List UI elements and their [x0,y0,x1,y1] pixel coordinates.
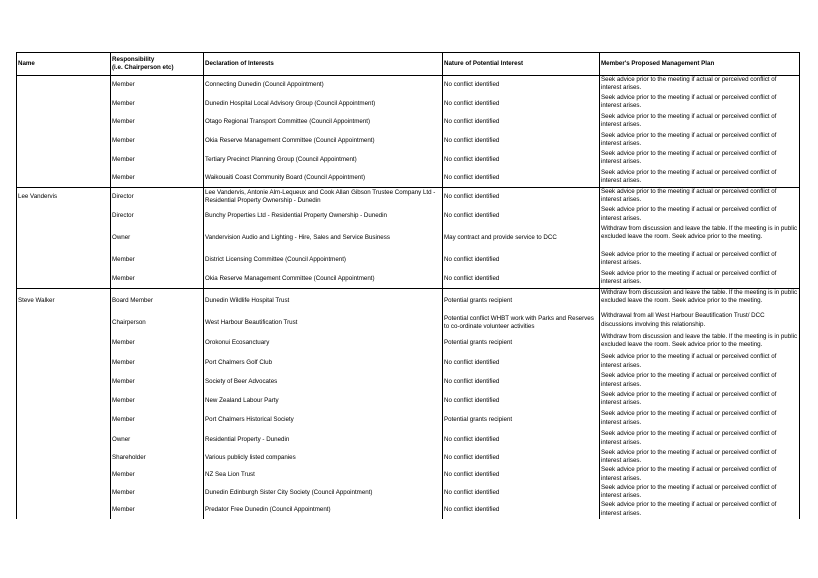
nature-cell: Potential grants recipient [443,333,600,354]
interests-register-table [16,52,800,519]
name-cell [17,150,111,169]
responsibility-cell: Member [111,169,204,188]
table-row [17,372,800,391]
management-plan-cell: Seek advice prior to the meeting if actual or perceived conflict of interest arises. [600,188,800,207]
management-plan-cell: Seek advice prior to the meeting if actual or perceived conflict of interest arises. [600,466,800,484]
declaration-cell: Otago Regional Transport Committee (Council Appointment) [204,113,443,132]
responsibility-cell: Member [111,410,204,430]
table-row [17,113,800,132]
nature-cell: No conflict identified [443,113,600,132]
management-plan-cell: Seek advice prior to the meeting if actual or perceived conflict of interest arises. [600,206,800,225]
nature-cell: No conflict identified [443,132,600,151]
table-row [17,288,800,312]
management-plan-cell: Seek advice prior to the meeting if actual or perceived conflict of interest arises. [600,150,800,169]
declaration-cell: Various publicly listed companies [204,449,443,467]
nature-cell: No conflict identified [443,449,600,467]
name-cell [17,430,111,449]
nature-cell: No conflict identified [443,484,600,502]
responsibility-cell: Member [111,333,204,354]
table-row [17,150,800,169]
header-management-plan: Member's Proposed Management Plan [600,53,800,76]
table-row [17,430,800,449]
declaration-cell: Vandervision Audio and Lighting - Hire, Sales and Service Business [204,225,443,251]
table-row [17,501,800,519]
declaration-cell: New Zealand Labour Party [204,391,443,411]
name-cell [17,333,111,354]
declaration-cell: NZ Sea Lion Trust [204,466,443,484]
name-cell [17,206,111,225]
declaration-cell: Port Chalmers Historical Society [204,410,443,430]
nature-cell: No conflict identified [443,430,600,449]
name-cell [17,449,111,467]
management-plan-cell: Seek advice prior to the meeting if actual or perceived conflict of interest arises. [600,410,800,430]
table-row [17,484,800,502]
table-row [17,333,800,354]
nature-cell: May contract and provide service to DCC [443,225,600,251]
declaration-cell: Okia Reserve Management Committee (Council Appointment) [204,270,443,289]
name-cell [17,225,111,251]
management-plan-cell: Seek advice prior to the meeting if actual or perceived conflict of interest arises. [600,484,800,502]
name-cell [17,76,111,95]
table-row [17,466,800,484]
name-cell [17,372,111,391]
name-cell [17,353,111,372]
name-cell [17,501,111,519]
name-cell [17,94,111,113]
responsibility-cell: Member [111,270,204,289]
responsibility-cell: Director [111,206,204,225]
management-plan-cell: Seek advice prior to the meeting if actual or perceived conflict of interest arises. [600,372,800,391]
management-plan-cell: Withdraw from discussion and leave the table. If the meeting is in public excluded leave the room. Seek advice prior to the meeting. [600,288,800,312]
management-plan-cell: Seek advice prior to the meeting if actual or perceived conflict of interest arises. [600,76,800,95]
header-name: Name [17,53,111,76]
management-plan-cell: Seek advice prior to the meeting if actual or perceived conflict of interest arises. [600,132,800,151]
table-row [17,206,800,225]
table-row [17,251,800,270]
table-body [17,76,800,519]
nature-cell: Potential grants recipient [443,410,600,430]
management-plan-cell: Seek advice prior to the meeting if actual or perceived conflict of interest arises. [600,113,800,132]
responsibility-cell: Member [111,391,204,411]
declaration-cell: Dunedin Wildlife Hospital Trust [204,288,443,312]
table-row [17,410,800,430]
responsibility-cell: Member [111,150,204,169]
declaration-cell: Residential Property - Dunedin [204,430,443,449]
nature-cell: Potential conflict WHBT work with Parks and Reserves to co-ordinate volunteer activities [443,312,600,333]
responsibility-cell: Board Member [111,288,204,312]
name-cell [17,270,111,289]
declaration-cell: Okia Reserve Management Committee (Council Appointment) [204,132,443,151]
management-plan-cell: Seek advice prior to the meeting if actual or perceived conflict of interest arises. [600,501,800,519]
declaration-cell: Tertiary Precinct Planning Group (Council Appointment) [204,150,443,169]
nature-cell: No conflict identified [443,270,600,289]
name-cell: Steve Walker [17,288,111,312]
responsibility-cell: Member [111,113,204,132]
table-row [17,391,800,411]
declaration-cell: Dunedin Hospital Local Advisory Group (Council Appointment) [204,94,443,113]
name-cell [17,169,111,188]
nature-cell: No conflict identified [443,391,600,411]
responsibility-cell: Director [111,188,204,207]
nature-cell: No conflict identified [443,169,600,188]
responsibility-cell: Owner [111,225,204,251]
nature-cell: No conflict identified [443,251,600,270]
nature-cell: No conflict identified [443,466,600,484]
declaration-cell: Dunedin Edinburgh Sister City Society (Council Appointment) [204,484,443,502]
declaration-cell: West Harbour Beautification Trust [204,312,443,333]
nature-cell: No conflict identified [443,94,600,113]
table-row [17,169,800,188]
management-plan-cell: Seek advice prior to the meeting if actual or perceived conflict of interest arises. [600,353,800,372]
management-plan-cell: Withdraw from discussion and leave the table. If the meeting is in public excluded leave the room. Seek advice prior to the meeting. [600,225,800,251]
management-plan-cell: Seek advice prior to the meeting if actual or perceived conflict of interest arises. [600,391,800,411]
name-cell [17,312,111,333]
table-row [17,132,800,151]
declaration-cell: Orokonui Ecosanctuary [204,333,443,354]
responsibility-cell: Member [111,501,204,519]
responsibility-cell: Owner [111,430,204,449]
table-row [17,188,800,207]
declaration-cell: Predator Free Dunedin (Council Appointment) [204,501,443,519]
responsibility-cell: Shareholder [111,449,204,467]
responsibility-cell: Member [111,466,204,484]
declaration-cell: Lee Vandervis, Antonie Alm-Lequeux and Cook Allan Gibson Trustee Company Ltd - Residential Property Ownership - Dunedin [204,188,443,207]
declaration-cell: District Licensing Committee (Council Appointment) [204,251,443,270]
management-plan-cell: Seek advice prior to the meeting if actual or perceived conflict of interest arises. [600,94,800,113]
header-declaration: Declaration of Interests [204,53,443,76]
table-row [17,225,800,251]
name-cell [17,410,111,430]
management-plan-cell: Seek advice prior to the meeting if actual or perceived conflict of interest arises. [600,270,800,289]
nature-cell: Potential grants recipient [443,288,600,312]
declaration-cell: Waikouaiti Coast Community Board (Council Appointment) [204,169,443,188]
name-cell [17,484,111,502]
responsibility-cell: Member [111,132,204,151]
name-cell: Lee Vandervis [17,188,111,207]
name-cell [17,132,111,151]
responsibility-cell: Member [111,484,204,502]
nature-cell: No conflict identified [443,353,600,372]
nature-cell: No conflict identified [443,206,600,225]
header-row [17,53,800,76]
responsibility-cell: Member [111,251,204,270]
nature-cell: No conflict identified [443,372,600,391]
name-cell [17,391,111,411]
header-nature: Nature of Potential Interest [443,53,600,76]
name-cell [17,113,111,132]
management-plan-cell: Withdraw from discussion and leave the table. If the meeting is in public excluded leave the room. Seek advice prior to the meeting. [600,333,800,354]
declaration-cell: Bunchy Properties Ltd - Residential Property Ownership - Dunedin [204,206,443,225]
management-plan-cell: Seek advice prior to the meeting if actual or perceived conflict of interest arises. [600,169,800,188]
responsibility-cell: Member [111,76,204,95]
declaration-cell: Connecting Dunedin (Council Appointment) [204,76,443,95]
table-row [17,353,800,372]
declaration-cell: Society of Beer Advocates [204,372,443,391]
name-cell [17,251,111,270]
table-row [17,312,800,333]
nature-cell: No conflict identified [443,150,600,169]
responsibility-cell: Member [111,353,204,372]
table-row [17,94,800,113]
header-responsibility: Responsibility (i.e. Chairperson etc) [111,53,204,76]
responsibility-cell: Member [111,372,204,391]
management-plan-cell: Seek advice prior to the meeting if actual or perceived conflict of interest arises. [600,430,800,449]
nature-cell: No conflict identified [443,188,600,207]
responsibility-cell: Member [111,94,204,113]
table-row [17,76,800,95]
responsibility-cell: Chairperson [111,312,204,333]
table-row [17,270,800,289]
declaration-cell: Port Chalmers Golf Club [204,353,443,372]
management-plan-cell: Seek advice prior to the meeting if actual or perceived conflict of interest arises. [600,449,800,467]
name-cell [17,466,111,484]
management-plan-cell: Withdrawal from all West Harbour Beautification Trust/ DCC discussions involving this relationship. [600,312,800,333]
nature-cell: No conflict identified [443,76,600,95]
table-row [17,449,800,467]
management-plan-cell: Seek advice prior to the meeting if actual or perceived conflict of interest arises. [600,251,800,270]
nature-cell: No conflict identified [443,501,600,519]
table-header [17,53,800,76]
